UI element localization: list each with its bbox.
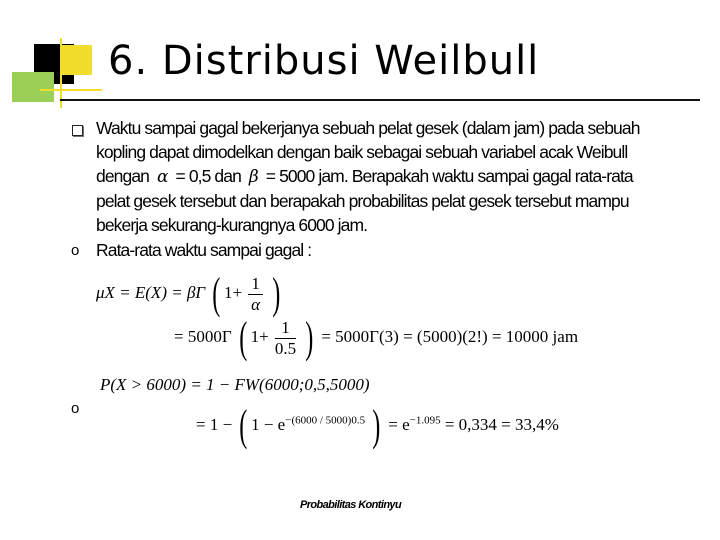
mean-label: Rata-rata waktu sampai gagal : (96, 240, 312, 260)
circle-bullet-icon: o (71, 242, 80, 259)
corner-yellow-block (62, 45, 92, 75)
corner-yellow-hline (40, 89, 102, 91)
title-underline (60, 99, 700, 101)
problem-statement: Waktu sampai gagal bekerjanya sebuah pelat gesek (dalam jam) pada sebuah kopling dapat dimodelkan dengan baik sebagai sebuah variabel acak Weibull dengan α = 0,5 dan β = 5000 jam. Berapakah waktu sampai gagal rata-rata pelat gesek tersebut dan berapakah probabilitas pelat gesek tersebut mampu bekerja sekurang-kurangnya 6000 jam. (96, 118, 640, 235)
corner-green-block (12, 72, 54, 102)
beta-symbol: β (248, 167, 258, 187)
alpha-symbol: α (156, 167, 168, 187)
square-bullet-icon (72, 125, 83, 136)
circle-bullet-icon-2: o (71, 400, 80, 417)
probability-equation-1: P(X > 6000) = 1 − FW(6000;0,5,5000) (100, 375, 370, 394)
mean-equation-1: μX = E(X) = βΓ ( 1+ $\frac{1}{\alpha}$ ) (96, 269, 281, 318)
footer-text: Probabilitas Kontinyu (300, 499, 402, 511)
slide-title: 6. Distribusi Weilbull (108, 38, 540, 84)
corner-yellow-vline (60, 38, 62, 108)
probability-equation-2: = 1 − ( $1 - e^{-(6000 / 5000)0.5}$ ) = $e^{-1.095} = 0,334 = 33,4\%$ (196, 401, 559, 450)
mean-equation-2: = 5000Γ ( 1+ $\frac{1}{0.5}$ ) = 5000Γ(3) = (5000)(2!) = 10000 jam (174, 313, 579, 362)
